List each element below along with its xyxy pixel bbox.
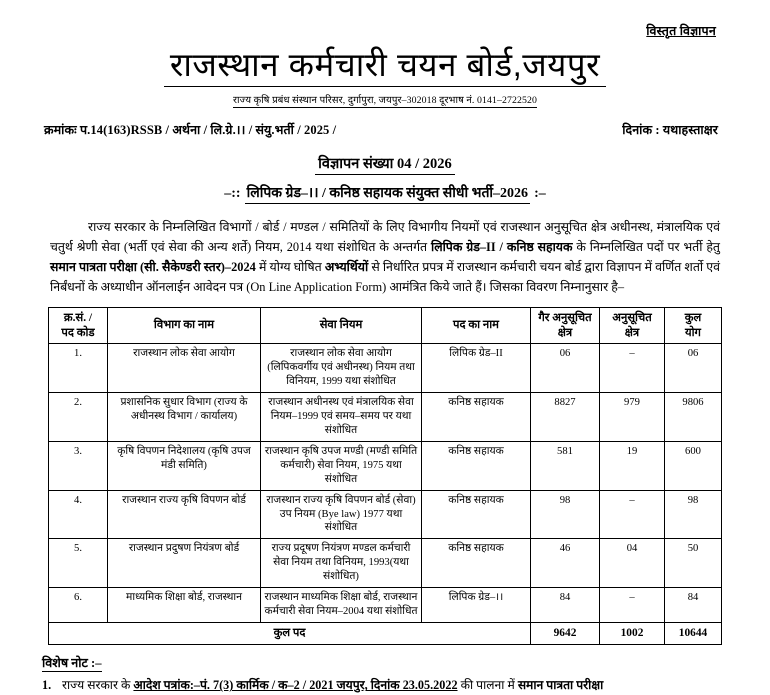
note-text (62, 676, 720, 694)
column-header-serial (49, 308, 108, 344)
cell-non-scheduled: 8827 (531, 392, 600, 441)
column-header-scheduled-line2: क्षेत्र (624, 326, 640, 339)
column-header-total-line1: कुल (684, 312, 702, 325)
advertisement-number-row (36, 153, 734, 175)
cell-post-name: लिपिक ग्रेड–II (422, 343, 531, 392)
column-header-total-line2: योग (685, 326, 701, 339)
cell-scheduled: – (600, 588, 665, 623)
total-row-label: कुल पद (49, 623, 531, 645)
table-header (49, 308, 722, 344)
board-address-row (36, 90, 734, 108)
intro-bold-exam-name: समान पात्रता परीक्षा (सी. सैकेण्डरी स्तर)–2024 (50, 260, 256, 275)
column-header-non-scheduled-line2: क्षेत्र (557, 326, 573, 339)
cell-non-scheduled: 46 (531, 539, 600, 588)
intro-bold-candidates: अभ्यर्थियों (324, 260, 369, 275)
table-body (49, 343, 722, 645)
table-total-row (49, 623, 722, 645)
table-row (49, 441, 722, 490)
column-header-post-name: पद का नाम (422, 308, 531, 344)
cell-serial: 3. (49, 441, 108, 490)
cell-non-scheduled: 581 (531, 441, 600, 490)
cell-service-rule: राजस्थान कृषि उपज मण्डी (मण्डी समिति कर्मचारी) सेवा नियम, 1975 यथा संशोधित (261, 441, 422, 490)
cell-serial: 1. (49, 343, 108, 392)
subject-title: लिपिक ग्रेड–।। / कनिष्ठ सहायक संयुक्त सीधी भर्ती–2026 (245, 183, 530, 204)
cell-scheduled: 04 (600, 539, 665, 588)
cell-post-name: कनिष्ठ सहायक (422, 392, 531, 441)
cell-non-scheduled: 98 (531, 490, 600, 539)
advertisement-number: विज्ञापन संख्या 04 / 2026 (315, 153, 455, 175)
cell-service-rule: राज्य प्रदूषण नियंत्रण मण्डल कर्मचारी सेवा नियम तथा विनियम, 1993(यथा संशोधित) (261, 539, 422, 588)
subject-row (36, 183, 734, 204)
total-row-grand-total: 10644 (665, 623, 722, 645)
cell-service-rule: राजस्थान माध्यमिक शिक्षा बोर्ड, राजस्थान कर्मचारी सेवा नियम–2004 यथा संशोधित (261, 588, 422, 623)
table-row (49, 588, 722, 623)
cell-serial: 2. (49, 392, 108, 441)
column-header-non-scheduled-area (531, 308, 600, 344)
cell-department: प्रशासनिक सुधार विभाग (राज्य के अधीनस्थ विभाग / कार्यालय) (108, 392, 261, 441)
total-row-scheduled: 1002 (600, 623, 665, 645)
cell-total: 50 (665, 539, 722, 588)
cell-department: राजस्थान प्रदुषण नियंत्रण बोर्ड (108, 539, 261, 588)
cell-department: माध्यमिक शिक्षा बोर्ड, राजस्थान (108, 588, 261, 623)
subject-prefix: –:: (224, 185, 241, 201)
table-row (49, 539, 722, 588)
cell-serial: 4. (49, 490, 108, 539)
cell-non-scheduled: 84 (531, 588, 600, 623)
cell-total: 600 (665, 441, 722, 490)
intro-part-3: में योग्य घोषित (255, 260, 325, 275)
intro-part-2: के निम्नलिखित पदों पर भर्ती हेतु (572, 240, 720, 255)
table-row (49, 343, 722, 392)
intro-part-4: से निर्धारित प्रपत्र में राजस्थान कर्मचारी चयन बोर्ड द्वारा विज्ञापन में वर्णित शर्तो एवं निर्बंधनों के अध्याधीन ऑनलाईन आवेदन पत्र (On Line Application Form) आमंत्रित किये जाते हैं। जिसका विवरण निम्नानुसार है– (50, 260, 720, 295)
board-title: राजस्थान कर्मचारी चयन बोर्ड,जयपुर (164, 47, 606, 87)
cell-serial: 6. (49, 588, 108, 623)
tagline-row (36, 0, 734, 40)
column-header-scheduled-area (600, 308, 665, 344)
total-row-non-scheduled: 9642 (531, 623, 600, 645)
subject-suffix: :– (534, 185, 546, 201)
intro-bold-post-name: लिपिक ग्रेड–II / कनिष्ठ सहायक (430, 240, 573, 255)
cell-scheduled: 979 (600, 392, 665, 441)
cell-post-name: लिपिक ग्रेड–।। (422, 588, 531, 623)
detailed-advertisement-tagline: विस्तृत विज्ञापन (646, 24, 716, 38)
cell-department: राजस्थान लोक सेवा आयोग (108, 343, 261, 392)
board-address: राज्य कृषि प्रबंध संस्थान परिसर, दुर्गापुरा, जयपुर–302018 दूरभाष नं. 0141–2722520 (232, 94, 538, 106)
cell-total: 84 (665, 588, 722, 623)
cell-total: 98 (665, 490, 722, 539)
note-bold-exam-name: समान पात्रता परीक्षा (517, 678, 604, 693)
cell-service-rule: राजस्थान राज्य कृषि विपणन बोर्ड (सेवा) उप नियम (Bye law) 1977 यथा संशोधित (261, 490, 422, 539)
special-note-title: विशेष नोट :– (42, 656, 102, 671)
column-header-serial-line1: क्र.सं. / (63, 312, 93, 325)
column-header-department: विभाग का नाम (108, 308, 261, 344)
cell-scheduled: – (600, 490, 665, 539)
note-part-1: राज्य सरकार के (62, 678, 134, 693)
note-order-reference: आदेश पत्रांक:–पं. 7(3) कार्मिक / क–2 / 2021 जयपुर, दिनांक 23.05.2022 (133, 678, 458, 693)
cell-scheduled: – (600, 343, 665, 392)
column-header-service-rule: सेवा नियम (261, 308, 422, 344)
cell-non-scheduled: 06 (531, 343, 600, 392)
cell-post-name: कनिष्ठ सहायक (422, 539, 531, 588)
note-item (42, 676, 720, 694)
table-header-row (49, 308, 722, 344)
column-header-grand-total (665, 308, 722, 344)
cell-total: 06 (665, 343, 722, 392)
cell-serial: 5. (49, 539, 108, 588)
cell-service-rule: राजस्थान अधीनस्थ एवं मंत्रालयिक सेवा नियम–1999 एवं समय–समय पर यथा संशोधित (261, 392, 422, 441)
intro-paragraph (50, 217, 720, 297)
special-note-title-row (42, 654, 720, 672)
cell-total: 9806 (665, 392, 722, 441)
column-header-scheduled-line1: अनुसूचित (612, 312, 652, 325)
file-meta-row (36, 121, 734, 138)
file-number: क्रमांकः प.14(163)RSSB / अर्थना / लि.ग्रे.।। / संयु.भर्ती / 2025 / (44, 122, 337, 137)
column-header-serial-line2: पद कोड (61, 326, 95, 339)
vacancy-table (48, 307, 722, 645)
cell-department: राजस्थान राज्य कृषि विपणन बोर्ड (108, 490, 261, 539)
date-label: दिनांक : यथाहस्ताक्षर (622, 122, 718, 137)
cell-scheduled: 19 (600, 441, 665, 490)
intro-part-1: राज्य सरकार के निम्नलिखित विभागों / बोर्ड / मण्डल / समितियों के लिए विभागीय नियमों एवं राजस्थान अनुसूचित क्षेत्र अधीनस्थ, मंत्रालयिक एवं चतुर्थ श्रेणी सेवा (भर्ती एवं सेवा की अन्य शर्ते) नियम, 2014 यथा संशोधित के अन्तर्गत (50, 219, 720, 255)
note-part-2: की पालना में (457, 678, 518, 693)
note-number: 1. (42, 678, 52, 693)
cell-department: कृषि विपणन निदेशालय (कृषि उपज मंडी समिति) (108, 441, 261, 490)
cell-post-name: कनिष्ठ सहायक (422, 490, 531, 539)
board-title-row (36, 47, 734, 87)
cell-post-name: कनिष्ठ सहायक (422, 441, 531, 490)
table-row (49, 490, 722, 539)
special-notes-section (42, 654, 720, 694)
table-row (49, 392, 722, 441)
column-header-non-scheduled-line1: गैर अनुसूचित (538, 312, 592, 325)
cell-service-rule: राजस्थान लोक सेवा आयोग (लिपिकवर्गीय एवं अधीनस्थ) नियम तथा विनियम, 1999 यथा संशोधित (261, 343, 422, 392)
